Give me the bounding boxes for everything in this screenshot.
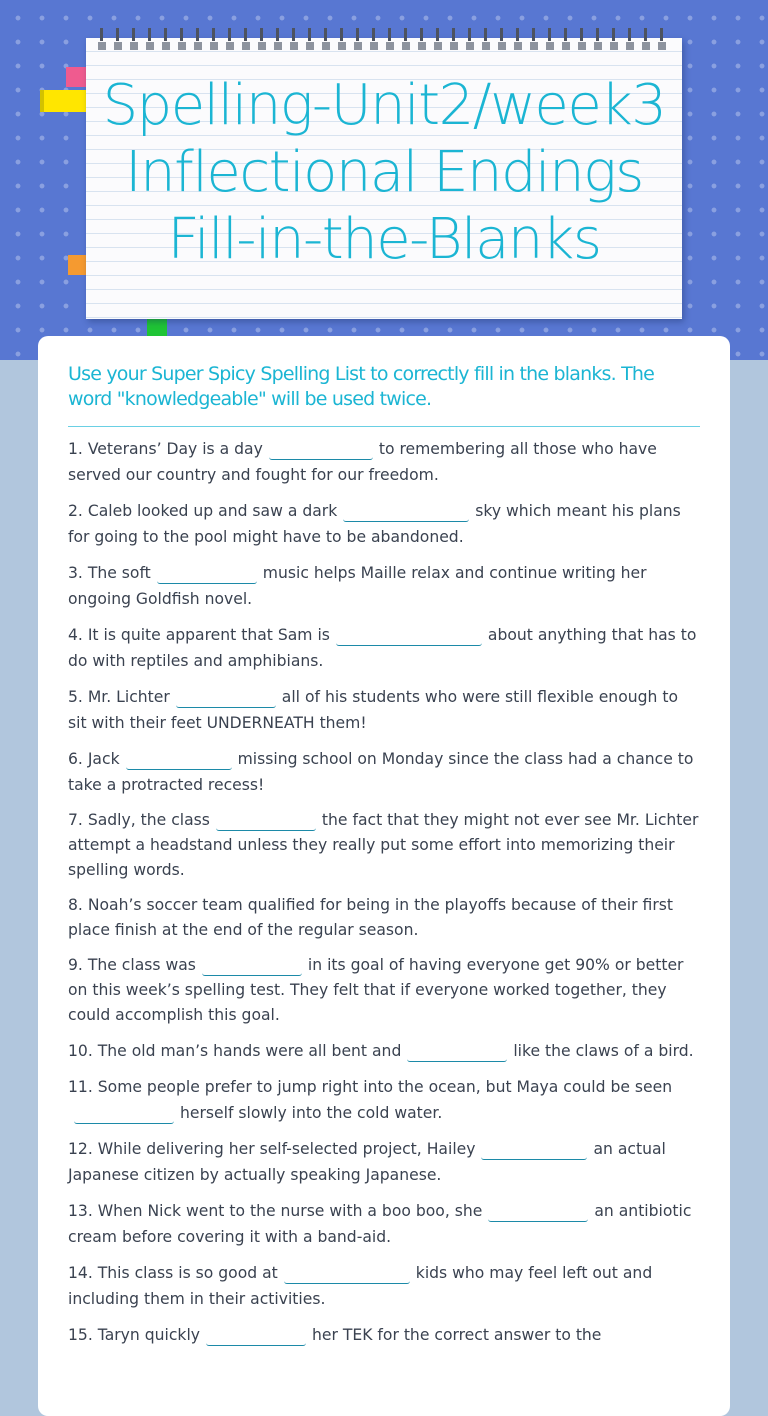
question-text: 5. Mr. Lichter (68, 688, 170, 706)
question-text: in its goal of having everyone get 90% or better on this week’s spelling test. They felt that if everyone worked together, they could accomplish this goal. (68, 956, 684, 1024)
question-text: 13. When Nick went to the nurse with a boo boo, she (68, 1202, 483, 1220)
title-line-2: Inflectional Endings (125, 140, 643, 205)
title-line-3: Fill-in-the-Blanks (167, 207, 601, 272)
question-text: 1. Veterans’ Day is a day (68, 440, 263, 458)
question-text: music helps Maille relax and continue writing her ongoing Goldfish novel. (68, 564, 647, 608)
question-6 (68, 746, 700, 798)
answer-blank-1[interactable] (269, 443, 373, 460)
question-text: 12. While delivering her self-selected project, Hailey (68, 1140, 476, 1158)
question-1 (68, 436, 700, 488)
question-4 (68, 622, 700, 674)
spiral-binding (98, 28, 670, 52)
question-8: 8. Noah’s soccer team qualified for being in the playoffs because of their first place finish at the end of the regular season. (68, 896, 673, 939)
answer-blank-4[interactable] (336, 629, 482, 646)
question-text: to remembering all those who have served our country and fought for our freedom. (68, 440, 657, 484)
question-text: 7. Sadly, the class (68, 811, 210, 829)
answer-blank-9[interactable] (202, 959, 302, 976)
question-2 (68, 498, 700, 550)
divider (68, 426, 700, 427)
question-text: herself slowly into the cold water. (180, 1104, 443, 1122)
question-12 (68, 1136, 700, 1188)
question-text: the fact that they might not ever see Mr. Lichter attempt a headstand unless they really put some effort into memorizing their spelling words. (68, 811, 699, 879)
question-text: all of his students who were still flexible enough to sit with their feet UNDERNEATH them! (68, 688, 679, 732)
instructions: Use your Super Spicy Spelling List to correctly fill in the blanks. The word "knowledgeable" will be used twice. (68, 363, 655, 410)
question-list (68, 436, 700, 1358)
question-11 (68, 1074, 700, 1126)
question-text: 4. It is quite apparent that Sam is (68, 626, 330, 644)
question-3 (68, 560, 700, 612)
question-5 (68, 684, 700, 736)
question-text: 15. Taryn quickly (68, 1326, 201, 1344)
question-text: like the claws of a bird. (513, 1042, 694, 1060)
question-7 (68, 808, 700, 883)
question-text: 10. The old man’s hands were all bent and (68, 1042, 402, 1060)
question-15 (68, 1322, 700, 1348)
title-line-1: Spelling-Unit2/week3 (102, 73, 666, 138)
answer-blank-5[interactable] (176, 691, 276, 708)
question-text: 11. Some people prefer to jump right into the ocean, but Maya could be seen (68, 1078, 673, 1096)
question-text: her TEK for the correct answer to the (312, 1326, 602, 1344)
answer-blank-3[interactable] (157, 567, 257, 584)
answer-blank-11[interactable] (74, 1107, 174, 1124)
answer-blank-14[interactable] (284, 1267, 410, 1284)
question-text: sky which meant his plans for going to the pool might have to be abandoned. (68, 502, 681, 546)
question-text: 2. Caleb looked up and saw a dark (68, 502, 338, 520)
answer-blank-12[interactable] (481, 1143, 587, 1160)
question-text: about anything that has to do with reptiles and amphibians. (68, 626, 697, 670)
answer-blank-13[interactable] (488, 1205, 588, 1222)
question-13 (68, 1198, 700, 1250)
answer-blank-6[interactable] (126, 753, 232, 770)
question-text: 9. The class was (68, 956, 196, 974)
question-14 (68, 1260, 700, 1312)
answer-blank-2[interactable] (343, 505, 469, 522)
question-text: 6. Jack (68, 750, 120, 768)
question-10 (68, 1038, 700, 1064)
answer-blank-15[interactable] (206, 1329, 306, 1346)
orange-tab (68, 255, 88, 275)
pink-tab (66, 67, 88, 87)
question-text: missing school on Monday since the class had a chance to take a protracted recess! (68, 750, 694, 794)
question-text: an antibiotic cream before covering it with a band-aid. (68, 1202, 692, 1246)
answer-blank-7[interactable] (216, 814, 316, 831)
green-tab (147, 316, 167, 338)
question-text: kids who may feel left out and including them in their activities. (68, 1264, 653, 1308)
question-9 (68, 953, 700, 1028)
answer-blank-10[interactable] (407, 1045, 507, 1062)
question-text: 3. The soft (68, 564, 151, 582)
question-text: an actual Japanese citizen by actually speaking Japanese. (68, 1140, 666, 1184)
page-title (86, 72, 682, 273)
question-text: 14. This class is so good at (68, 1264, 278, 1282)
